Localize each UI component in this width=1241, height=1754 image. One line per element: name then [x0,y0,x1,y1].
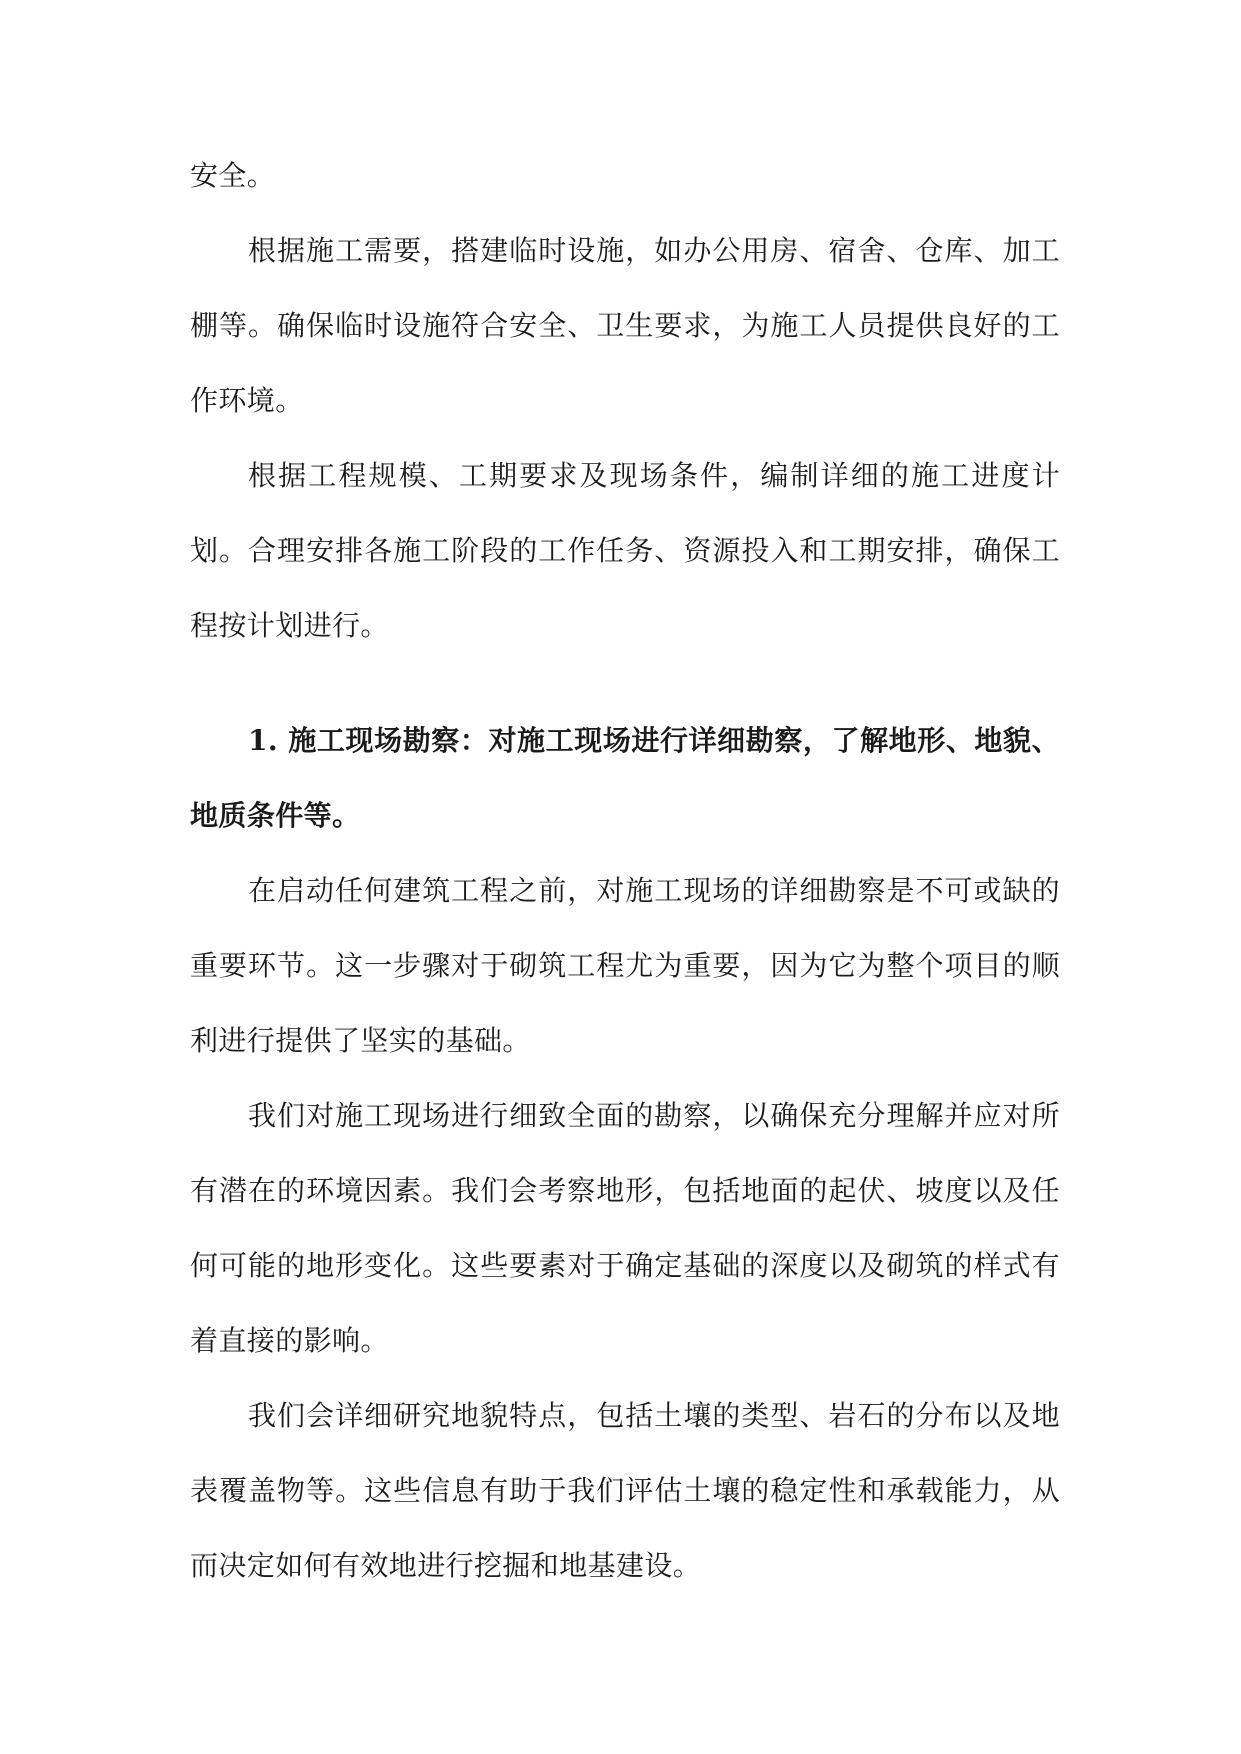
paragraph-landform: 我们会详细研究地貌特点，包括土壤的类型、岩石的分布以及地表覆盖物等。这些信息有助于我们评估土壤的稳定性和承载能力，从而决定如何有效地进行挖掘和地基建设。 [190,1399,1060,1582]
paragraph-schedule-plan: 根据工程规模、工期要求及现场条件，编制详细的施工进度计划。合理安排各施工阶段的工作任务、资源投入和工期安排，确保工程按计划进行。 [190,459,1060,642]
paragraph-survey-intro: 在启动任何建筑工程之前，对施工现场的详细勘察是不可或缺的重要环节。这一步骤对于砌筑工程尤为重要，因为它为整个项目的顺利进行提供了坚实的基础。 [190,874,1060,1057]
paragraph-terrain: 我们对施工现场进行细致全面的勘察，以确保充分理解并应对所有潜在的环境因素。我们会考察地形，包括地面的起伏、坡度以及任何可能的地形变化。这些要素对于确定基础的深度以及砌筑的样式有着直接的影响。 [190,1099,1060,1357]
document-page [190,138,1060,1603]
section-title: 施工现场勘察：对施工现场进行详细勘察，了解地形、地貌、地质条件等。 [190,724,1060,832]
section-number: 1. [248,724,279,757]
section-heading [190,703,1060,853]
paragraph-temporary-facilities: 根据施工需要，搭建临时设施，如办公用房、宿舍、仓库、加工棚等。确保临时设施符合安全、卫生要求，为施工人员提供良好的工作环境。 [190,234,1060,417]
paragraph-continuation: 安全。 [190,159,276,192]
